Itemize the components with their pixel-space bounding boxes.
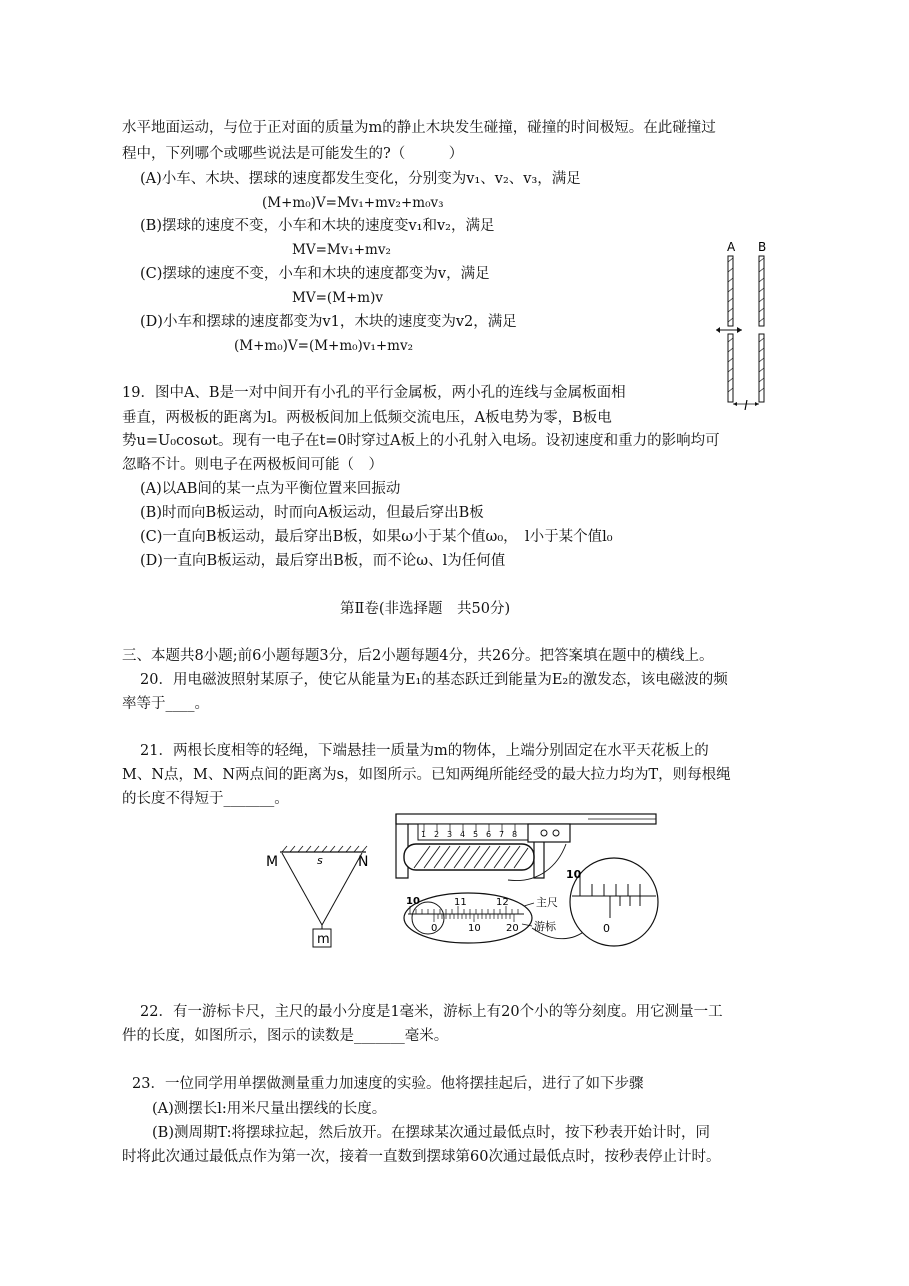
q21-line-1: 21．两根长度相等的轻绳，下端悬挂一质量为m的物体，上端分别固定在水平天花板上的 <box>140 743 709 759</box>
caliper-main-scale <box>418 824 528 840</box>
q18-option-b: (B)摆球的速度不变，小车和木块的速度变v₁和v₂，满足 <box>140 218 495 234</box>
q22-line-2: 件的长度，如图所示，图示的读数是_______毫米。 <box>122 1028 449 1044</box>
zoom-main-12: 12 <box>496 897 509 908</box>
q18-option-b-equation: MV=Mv₁+mv₂ <box>292 242 391 258</box>
plate-b-upper <box>759 256 764 326</box>
zoom-main-10: 10 <box>406 896 420 907</box>
ceiling-hatching <box>282 846 367 852</box>
q19-option-b: (B)时而向B板运动，时而向A板运动，但最后穿出B板 <box>140 505 484 521</box>
main-tick-4: 4 <box>460 830 466 839</box>
plate-a-label: A <box>727 240 736 254</box>
point-m-label: M <box>266 854 279 870</box>
part-3-intro: 三、本题共8小题;前6小题每题3分，后2小题每题4分，共26分。把答案填在题中的横线上。 <box>122 648 714 664</box>
q19-line-1: 19．图中A、B是一对中间开有小孔的平行金属板，两小孔的连线与金属板面相 <box>122 385 626 401</box>
label-vernier: 游标 <box>534 920 556 933</box>
q21-line-3: 的长度不得短于_______。 <box>122 791 289 807</box>
plate-a-upper <box>728 256 733 326</box>
q22-line-1: 22．有一游标卡尺，主尺的最小分度是1毫米，游标上有20个小的等分刻度。用它测量一工 <box>140 1004 723 1020</box>
main-tick-7: 7 <box>499 830 505 839</box>
main-tick-5: 5 <box>473 830 479 839</box>
electron-arrow <box>716 327 742 333</box>
q19-line-4: 忽略不计。则电子在两极板间可能（ ） <box>122 457 383 473</box>
vernier-caliper-figure <box>388 806 668 956</box>
main-tick-3: 3 <box>447 830 453 839</box>
q18-option-c: (C)摆球的速度不变，小车和木块的速度都变为v，满足 <box>140 266 490 282</box>
q23-option-a: (A)测摆长l:用米尺量出摆线的长度。 <box>152 1101 387 1117</box>
q18-option-d-equation: (M+m₀)V=(M+m₀)v₁+mv₂ <box>234 338 414 354</box>
zoom-main-11: 11 <box>454 897 467 908</box>
caliper-slider <box>528 824 570 842</box>
q18-line-1: 水平地面运动，与位于正对面的质量为m的静止木块发生碰撞，碰撞的时间极短。在此碰撞过 <box>122 120 716 136</box>
inset-circle <box>570 858 658 946</box>
plate-b-lower <box>759 334 764 402</box>
q19-option-a: (A)以AB间的某一点为平衡位置来回振动 <box>140 481 401 497</box>
distance-s-label: s <box>317 854 323 867</box>
caliper-moving-jaw <box>534 842 544 878</box>
mass-label: m <box>317 932 330 947</box>
q21-line-2: M、N点，M、N两点间的距离为s，如图所示。已知两绳所能经受的最大拉力均为T，则每根绳 <box>122 767 731 783</box>
q23-line-1: 23．一位同学用单摆做测量重力加速度的实验。他将摆挂起后，进行了如下步骤 <box>132 1076 644 1092</box>
q20-line-1: 20．用电磁波照射某原子，使它从能量为E₁的基态跃迁到能量为E₂的激发态，该电磁波的频 <box>140 672 728 688</box>
q20-line-2: 率等于____。 <box>122 696 209 712</box>
q18-option-c-equation: MV=(M+m)v <box>292 290 383 306</box>
rope-mass-figure <box>262 840 382 952</box>
inset-label-10: 10 <box>566 868 582 881</box>
q18-option-a-equation: (M+m₀)V=Mv₁+mv₂+m₀v₃ <box>262 195 444 211</box>
q19-line-2: 垂直，两极板的距离为l。两极板间加上低频交流电压，A板电势为零，B板电 <box>122 410 612 426</box>
zoom-vernier-20: 20 <box>506 923 519 934</box>
main-tick-6: 6 <box>486 830 492 839</box>
zoom-vernier-0: 0 <box>431 923 438 934</box>
q18-option-a: (A)小车、木块、摆球的速度都发生变化，分别变为v₁、v₂、v₃，满足 <box>140 171 581 187</box>
main-tick-8: 8 <box>512 830 518 839</box>
left-rope <box>282 853 322 925</box>
q19-option-c: (C)一直向B板运动，最后穿出B板，如果ω小于某个值ω₀， l小于某个值l₀ <box>140 529 613 545</box>
plate-b-label: B <box>758 240 767 254</box>
section-2-title: 第Ⅱ卷(非选择题 共50分) <box>340 601 511 617</box>
q18-line-2: 程中，下列哪个或哪些说法是可能发生的?（ ） <box>122 146 464 162</box>
main-tick-1: 1 <box>421 830 427 839</box>
q23-option-b-line-1: (B)测周期T:将摆球拉起，然后放开。在摆球某次通过最低点时，按下秒表开始计时，同 <box>152 1125 711 1141</box>
q18-option-d: (D)小车和摆球的速度都变为v1，木块的速度变为v2，满足 <box>140 314 517 330</box>
zoom-vernier-10: 10 <box>468 923 481 934</box>
q19-line-3: 势u=U₀cosωt。现有一电子在t=0时穿过A板上的小孔射入电场。设初速度和重力的影响均可 <box>122 433 720 449</box>
inset-label-0: 0 <box>603 922 610 935</box>
q19-option-d: (D)一直向B板运动，最后穿出B板，而不论ω、l为任何值 <box>140 553 506 569</box>
point-n-label: N <box>358 854 369 870</box>
plate-a-lower <box>728 334 733 402</box>
zoom-ellipse <box>404 893 532 943</box>
main-tick-2: 2 <box>434 830 440 839</box>
distance-l-label: l <box>744 399 748 414</box>
q23-option-b-line-2: 时将此次通过最低点作为第一次，接着一直数到摆球第60次通过最低点时，按秒表停止计时。 <box>122 1149 721 1165</box>
parallel-plates-figure <box>712 238 782 413</box>
right-rope <box>322 853 362 925</box>
label-main-scale: 主尺 <box>536 896 558 909</box>
